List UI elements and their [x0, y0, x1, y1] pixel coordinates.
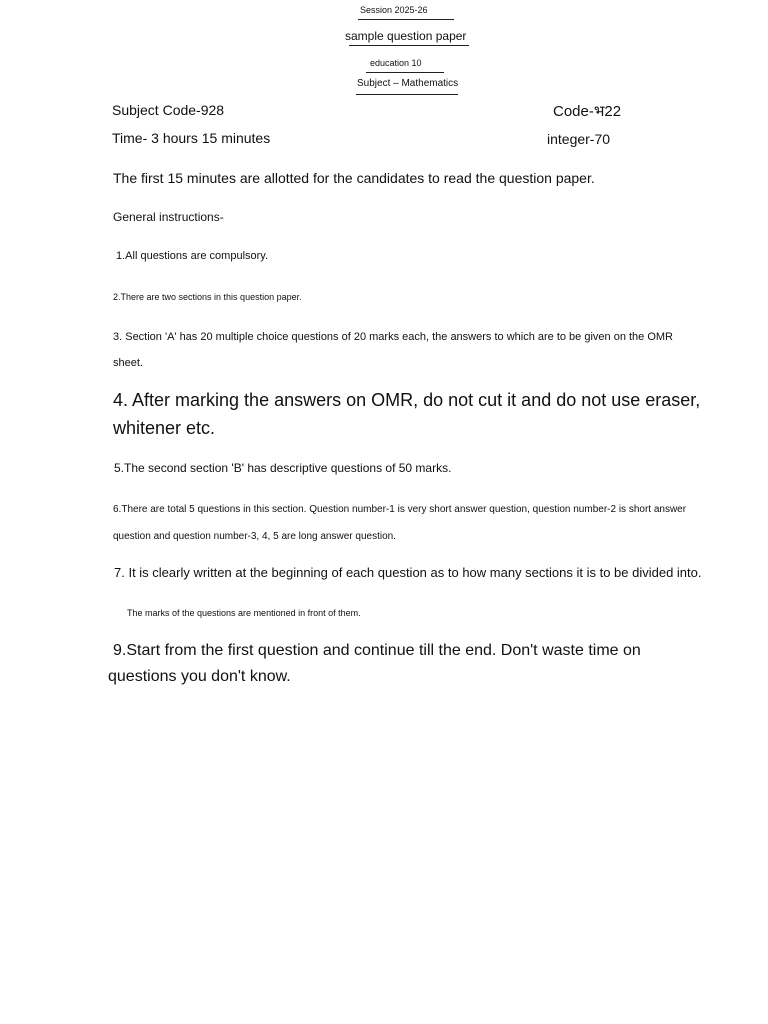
paper-title: sample question paper: [345, 29, 467, 43]
paper-code: Code-भ22: [553, 103, 622, 120]
instruction-3: 3. Section 'A' has 20 multiple choice questions of 20 marks each, the answers to which are to be given on the OMR sheet.: [113, 331, 674, 369]
subject-label: Subject – Mathematics: [357, 78, 459, 89]
class-underline: [366, 72, 444, 73]
reading-time-note: The first 15 minutes are allotted for the candidates to read the question paper.: [113, 170, 595, 186]
class-label: education 10: [370, 58, 422, 68]
title-underline: [349, 45, 469, 46]
instruction-5: 5.The second section 'B' has descriptive questions of 50 marks.: [114, 461, 452, 475]
subject-underline: [356, 94, 458, 95]
subject-code: Subject Code-928: [112, 102, 225, 118]
instruction-8: The marks of the questions are mentioned in front of them.: [127, 608, 361, 618]
time-allowed: Time- 3 hours 15 minutes: [112, 130, 271, 146]
instruction-7: 7. It is clearly written at the beginning of each question as to how many sections it is to be divided into.: [114, 565, 702, 580]
session-label: Session 2025-26: [360, 5, 428, 15]
instruction-6: 6.There are total 5 questions in this section. Question number-1 is very short answer question, question number-2 is short answer question and question number-3, 4, 5 are long answer question.: [113, 504, 687, 542]
instruction-2: 2.There are two sections in this question paper.: [113, 292, 302, 302]
session-underline: [358, 19, 454, 20]
instruction-9: 9.Start from the first question and continue till the end. Don't waste time on questions you don't know.: [108, 642, 641, 685]
instruction-4: 4. After marking the answers on OMR, do not cut it and do not use eraser, whitener etc.: [113, 390, 701, 438]
total-marks: integer-70: [547, 131, 611, 147]
instruction-1: 1.All questions are compulsory.: [116, 250, 269, 262]
general-instructions-heading: General instructions-: [113, 210, 224, 224]
